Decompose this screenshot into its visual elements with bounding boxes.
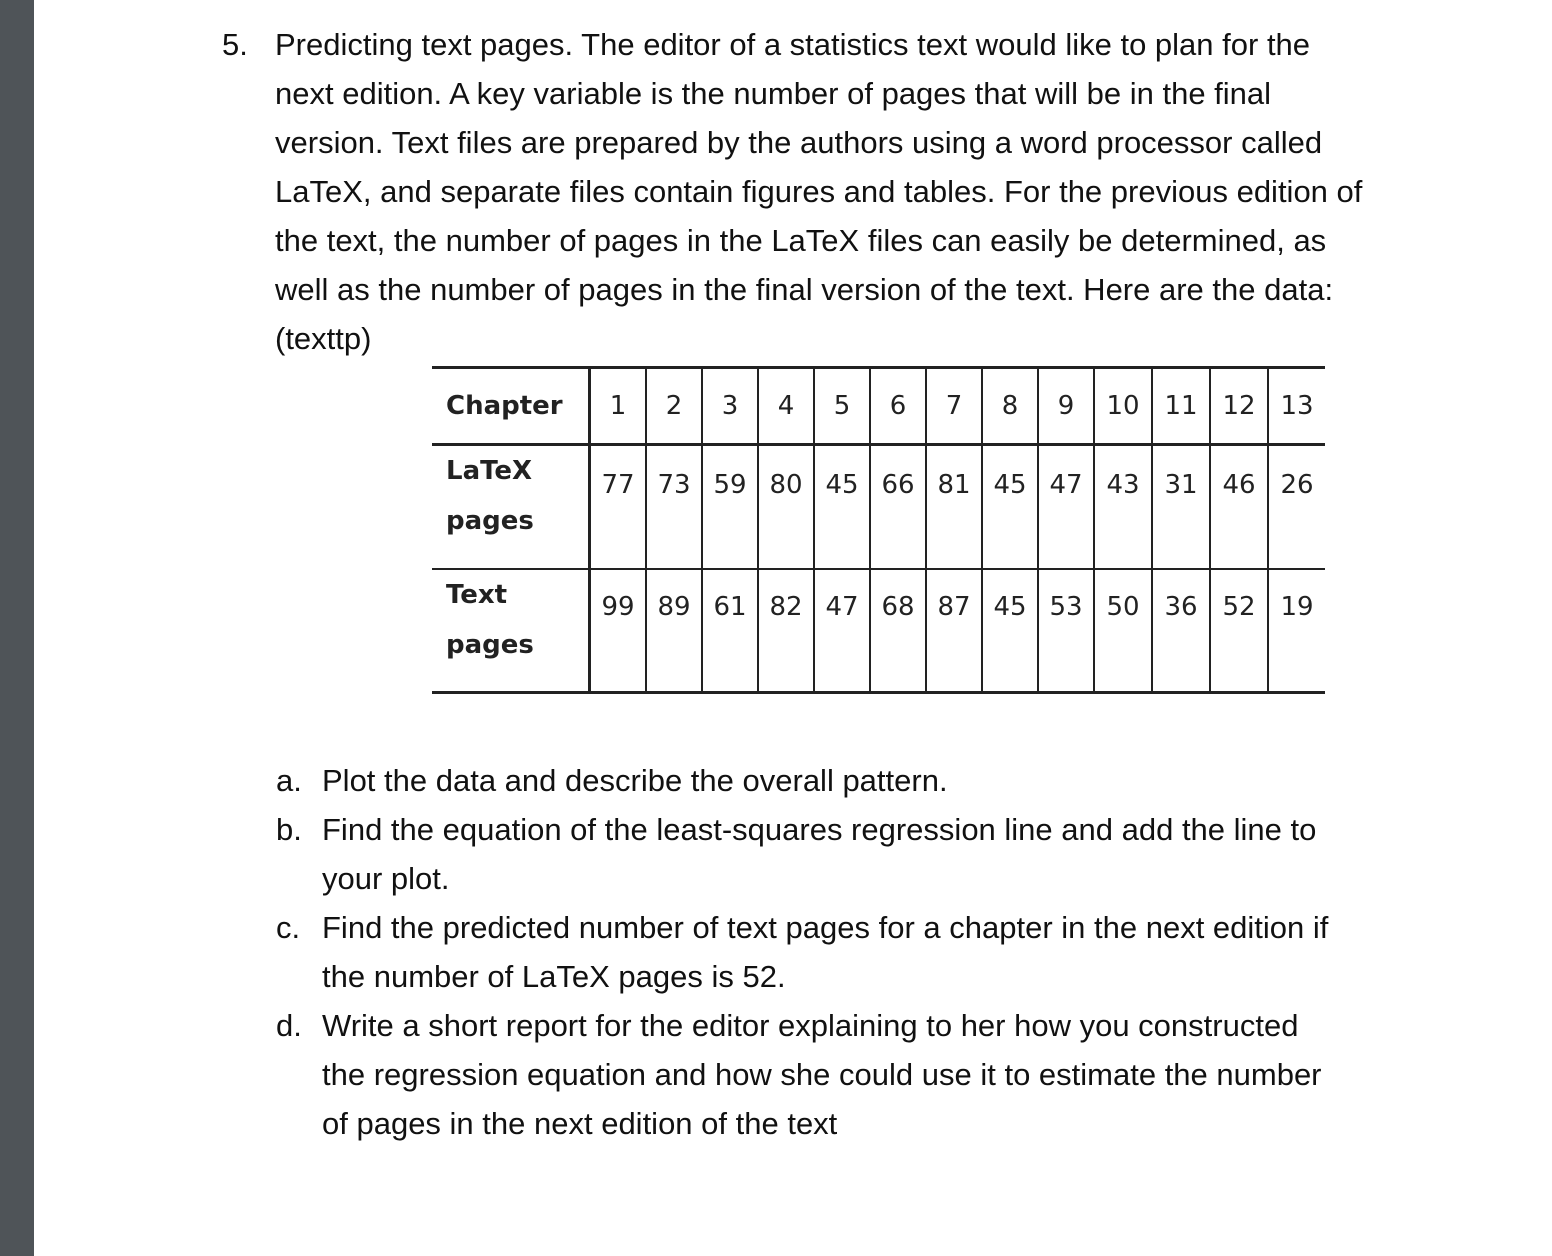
chapter-cell: 4 [758,368,814,445]
chapter-cell: 1 [590,368,647,445]
question-a [276,756,1476,805]
problem-number: 5. [222,27,248,62]
question-line: the regression equation and how she could use it to estimate the number [322,1057,1322,1092]
problem-line: next edition. A key variable is the number of pages that will be in the final [275,76,1272,111]
text-pages-cell: 50 [1094,569,1152,693]
problem-line: version. Text files are prepared by the authors using a word processor called [275,125,1323,160]
question-line: the number of LaTeX pages is 52. [322,959,786,994]
text-pages-cell: 36 [1152,569,1210,693]
problem-line: the text, the number of pages in the LaTeX files can easily be determined, as [275,223,1327,258]
chapter-cell: 2 [646,368,702,445]
latex-pages-cell: 45 [982,445,1038,569]
text-pages-cell: 82 [758,569,814,693]
latex-pages-cell: 46 [1210,445,1268,569]
latex-pages-cell: 66 [870,445,926,569]
left-window-edge [0,0,34,1256]
text-pages-cell: 47 [814,569,870,693]
chapter-cell: 13 [1268,368,1325,445]
question-line: Write a short report for the editor explaining to her how you constructed [322,1008,1299,1043]
question-c [276,903,1476,1001]
question-letter: d. [276,1008,302,1043]
problem-line: (texttp) [275,321,372,356]
chapter-row [432,368,1325,445]
latex-pages-row [432,445,1325,569]
chapter-cell: 7 [926,368,982,445]
latex-pages-cell: 43 [1094,445,1152,569]
question-d [276,1001,1476,1148]
chapter-cell: 11 [1152,368,1210,445]
chapter-cell: 9 [1038,368,1094,445]
question-line: Find the equation of the least-squares regression line and add the line to [322,812,1317,847]
data-table-wrapper [432,366,1325,694]
text-pages-cell: 53 [1038,569,1094,693]
chapter-cell: 8 [982,368,1038,445]
latex-pages-cell: 31 [1152,445,1210,569]
text-pages-cell: 99 [590,569,647,693]
question-b [276,805,1476,903]
question-line: of pages in the next edition of the text [322,1106,838,1141]
question-letter: c. [276,910,301,945]
text-pages-cell: 68 [870,569,926,693]
question-line: your plot. [322,861,450,896]
problem-statement [275,20,1490,363]
chapter-cell: 6 [870,368,926,445]
problem-line: well as the number of pages in the final version of the text. Here are the data: [275,272,1334,307]
latex-pages-cell: 80 [758,445,814,569]
chapter-cell: 5 [814,368,870,445]
text-pages-cell: 45 [982,569,1038,693]
chapter-cell: 3 [702,368,758,445]
latex-pages-cell: 73 [646,445,702,569]
chapter-header: Chapter [432,368,590,445]
latex-pages-cell: 59 [702,445,758,569]
text-pages-cell: 52 [1210,569,1268,693]
text-pages-cell: 89 [646,569,702,693]
chapter-cell: 12 [1210,368,1268,445]
latex-pages-header: LaTeX pages [432,445,590,569]
latex-pages-cell: 77 [590,445,647,569]
problem-line: LaTeX, and separate files contain figures and tables. For the previous edition of [275,174,1363,209]
data-table [432,366,1325,694]
latex-pages-cell: 26 [1268,445,1325,569]
problem-5 [222,20,1492,363]
text-pages-cell: 61 [702,569,758,693]
question-line: Plot the data and describe the overall pattern. [322,763,948,798]
problem-line: Predicting text pages. The editor of a statistics text would like to plan for the [275,27,1311,62]
text-pages-header: Text pages [432,569,590,693]
text-pages-row [432,569,1325,693]
text-pages-cell: 87 [926,569,982,693]
latex-pages-cell: 81 [926,445,982,569]
question-list [276,756,1476,1148]
question-letter: b. [276,812,302,847]
question-line: Find the predicted number of text pages for a chapter in the next edition if [322,910,1329,945]
latex-pages-cell: 47 [1038,445,1094,569]
question-letter: a. [276,763,302,798]
chapter-cell: 10 [1094,368,1152,445]
latex-pages-cell: 45 [814,445,870,569]
text-pages-cell: 19 [1268,569,1325,693]
